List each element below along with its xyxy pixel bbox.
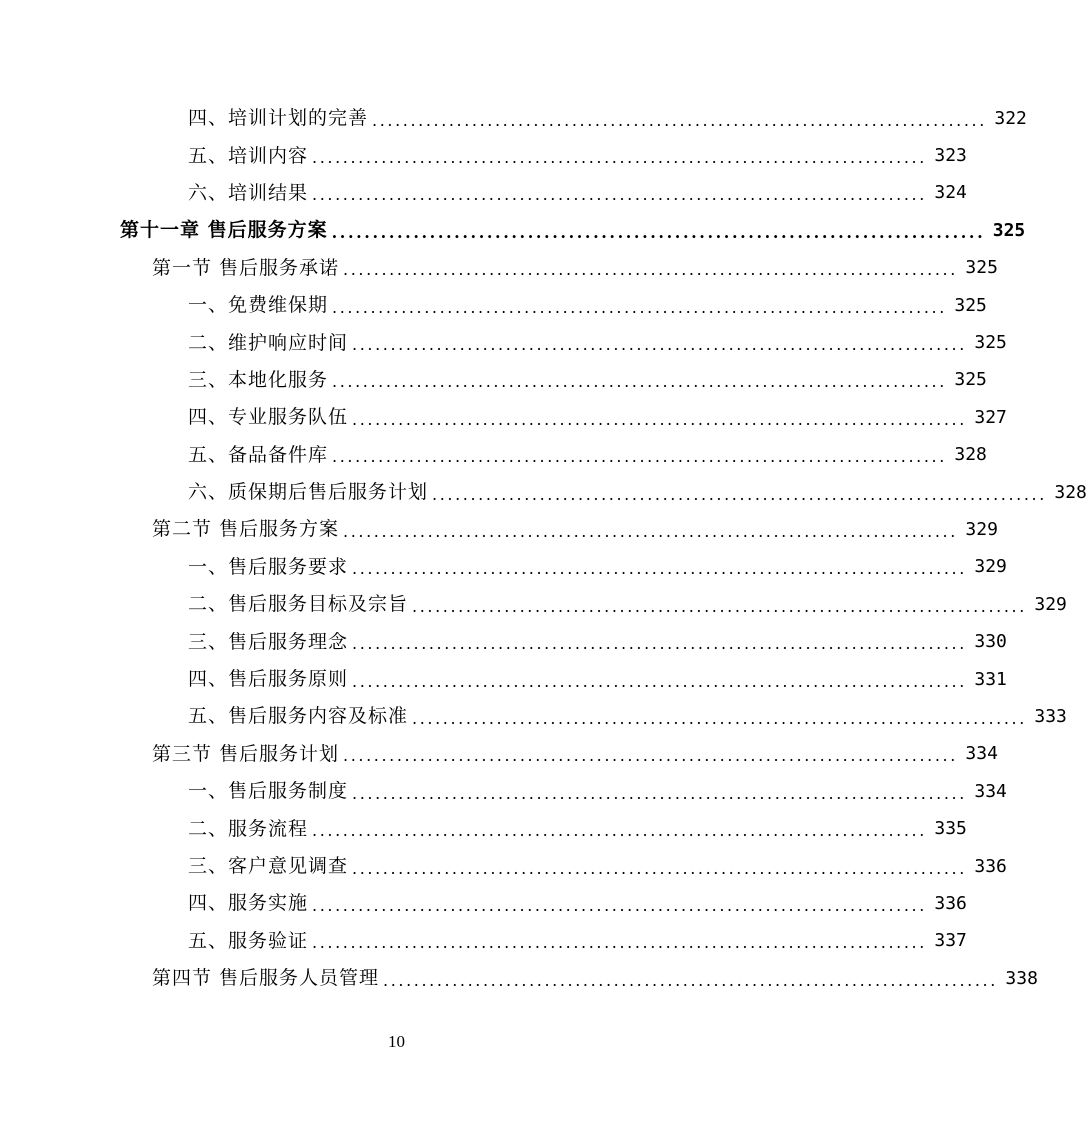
toc-entry-title: 五、售后服务内容及标准 <box>188 705 409 728</box>
toc-dot-leader: ................................................................................ <box>352 335 967 355</box>
toc-entry[interactable] <box>188 661 1007 698</box>
toc-section-entry[interactable] <box>152 250 998 287</box>
toc-chapter-entry[interactable] <box>120 212 1026 249</box>
toc-entry[interactable] <box>188 810 967 847</box>
toc-entry-title: 一、售后服务制度 <box>188 780 349 803</box>
toc-entry-page-number: 333 <box>1034 705 1067 727</box>
toc-entry-page-number: 325 <box>974 332 1007 354</box>
toc-entry[interactable] <box>188 773 1007 810</box>
toc-entry-title: 四、专业服务队伍 <box>188 406 349 429</box>
toc-entry-page-number: 322 <box>994 107 1027 129</box>
toc-entry-title: 第二节 售后服务方案 <box>152 518 340 541</box>
toc-dot-leader: ................................................................................ <box>343 260 958 280</box>
toc-entry[interactable] <box>188 100 1027 137</box>
toc-entry-page-number: 337 <box>934 930 967 952</box>
toc-entry-title: 三、客户意见调查 <box>188 855 349 877</box>
toc-dot-leader: ................................................................................ <box>352 409 967 429</box>
toc-entry[interactable] <box>188 474 1087 511</box>
toc-entry-title: 五、备品备件库 <box>188 443 329 466</box>
toc-entry[interactable] <box>188 399 1007 436</box>
toc-section-entry[interactable] <box>152 511 998 548</box>
toc-entry-title: 四、售后服务原则 <box>188 668 349 691</box>
toc-entry[interactable] <box>188 287 987 324</box>
toc-entry[interactable] <box>188 698 1067 735</box>
toc-dot-leader: ................................................................................ <box>343 746 958 766</box>
toc-dot-leader: ................................................................................ <box>412 708 1027 728</box>
toc-entry[interactable] <box>188 623 1007 660</box>
toc-entry-page-number: 328 <box>1054 481 1087 503</box>
toc-entry-page-number: 325 <box>965 257 998 279</box>
toc-entry-page-number: 334 <box>974 780 1007 802</box>
toc-entry-title: 一、免费维保期 <box>188 294 329 317</box>
toc-dot-leader: ................................................................................ <box>352 783 967 803</box>
toc-entry[interactable] <box>188 549 1007 586</box>
toc-entry-title: 四、培训计划的完善 <box>188 107 369 130</box>
toc-dot-leader: ................................................................................ <box>312 821 927 841</box>
toc-entry-title: 第四节 售后服务人员管理 <box>152 967 380 990</box>
toc-entry[interactable] <box>188 848 1007 885</box>
toc-section-entry[interactable] <box>152 960 1038 997</box>
toc-dot-leader: ................................................................................ <box>331 222 986 242</box>
toc-dot-leader: ................................................................................ <box>312 895 927 915</box>
toc-dot-leader: ................................................................................ <box>352 634 967 654</box>
toc-entry-page-number: 330 <box>974 631 1007 653</box>
toc-entry-title: 五、服务验证 <box>188 929 309 952</box>
toc-dot-leader: ................................................................................ <box>332 372 947 392</box>
toc-entry-page-number: 325 <box>992 219 1026 241</box>
toc-entry-page-number: 324 <box>934 182 967 204</box>
toc-entry-title: 六、培训结果 <box>188 181 309 204</box>
toc-entry-title: 二、维护响应时间 <box>188 331 349 354</box>
toc-entry[interactable] <box>188 437 987 474</box>
toc-entry-title: 第三节 售后服务计划 <box>152 742 340 765</box>
toc-entry-page-number: 334 <box>965 743 998 765</box>
toc-entry-title: 三、售后服务理念 <box>188 630 349 653</box>
toc-entry-page-number: 327 <box>974 406 1007 428</box>
toc-entry-page-number: 338 <box>1005 967 1038 989</box>
toc-entry[interactable] <box>188 175 967 212</box>
toc-dot-leader: ................................................................................ <box>332 297 947 317</box>
toc-entry-title: 一、售后服务要求 <box>188 555 349 578</box>
toc-entry-title: 二、售后服务目标及宗旨 <box>188 593 409 616</box>
toc-entry-page-number: 329 <box>965 518 998 540</box>
toc-entry-page-number: 328 <box>954 444 987 466</box>
toc-entry[interactable] <box>188 137 967 174</box>
toc-dot-leader: ................................................................................ <box>352 671 967 691</box>
toc-dot-leader: ................................................................................ <box>412 596 1027 616</box>
toc-entry-title: 第一节 售后服务承诺 <box>152 256 340 279</box>
toc-entry-page-number: 335 <box>934 818 967 840</box>
toc-dot-leader: ................................................................................ <box>312 933 927 953</box>
toc-entry-title: 四、服务实施 <box>188 892 309 915</box>
page-number: 10 <box>388 1032 405 1051</box>
toc-entry-title: 三、本地化服务 <box>188 368 329 391</box>
toc-dot-leader: ................................................................................ <box>312 185 927 205</box>
toc-dot-leader: ................................................................................ <box>343 521 958 541</box>
toc-entry[interactable] <box>188 324 1007 361</box>
toc-dot-leader: ................................................................................ <box>352 858 967 878</box>
toc-dot-leader: ................................................................................ <box>372 110 987 130</box>
toc-entry-page-number: 325 <box>954 294 987 316</box>
toc-dot-leader: ................................................................................ <box>352 559 967 579</box>
toc-entry-title: 二、服务流程 <box>188 817 309 840</box>
toc-entry-page-number: 336 <box>974 855 1007 877</box>
toc-entry-page-number: 325 <box>954 369 987 391</box>
toc-entry-title: 六、质保期后售后服务计划 <box>188 481 429 504</box>
table-of-contents <box>0 100 1087 997</box>
toc-entry[interactable] <box>188 885 967 922</box>
toc-dot-leader: ................................................................................ <box>312 148 927 168</box>
toc-entry-page-number: 323 <box>934 145 967 167</box>
toc-entry-title: 五、培训内容 <box>188 144 309 167</box>
toc-entry[interactable] <box>188 923 967 960</box>
toc-entry[interactable] <box>188 586 1067 623</box>
toc-entry[interactable] <box>188 362 987 399</box>
toc-entry-page-number: 331 <box>974 668 1007 690</box>
toc-entry-page-number: 329 <box>1034 593 1067 615</box>
toc-entry-title: 第十一章 售后服务方案 <box>120 219 328 242</box>
toc-dot-leader: ................................................................................ <box>332 447 947 467</box>
toc-dot-leader: ................................................................................ <box>383 970 998 990</box>
toc-dot-leader: ................................................................................ <box>432 484 1047 504</box>
toc-entry-page-number: 329 <box>974 556 1007 578</box>
toc-entry-page-number: 336 <box>934 892 967 914</box>
toc-section-entry[interactable] <box>152 736 998 773</box>
